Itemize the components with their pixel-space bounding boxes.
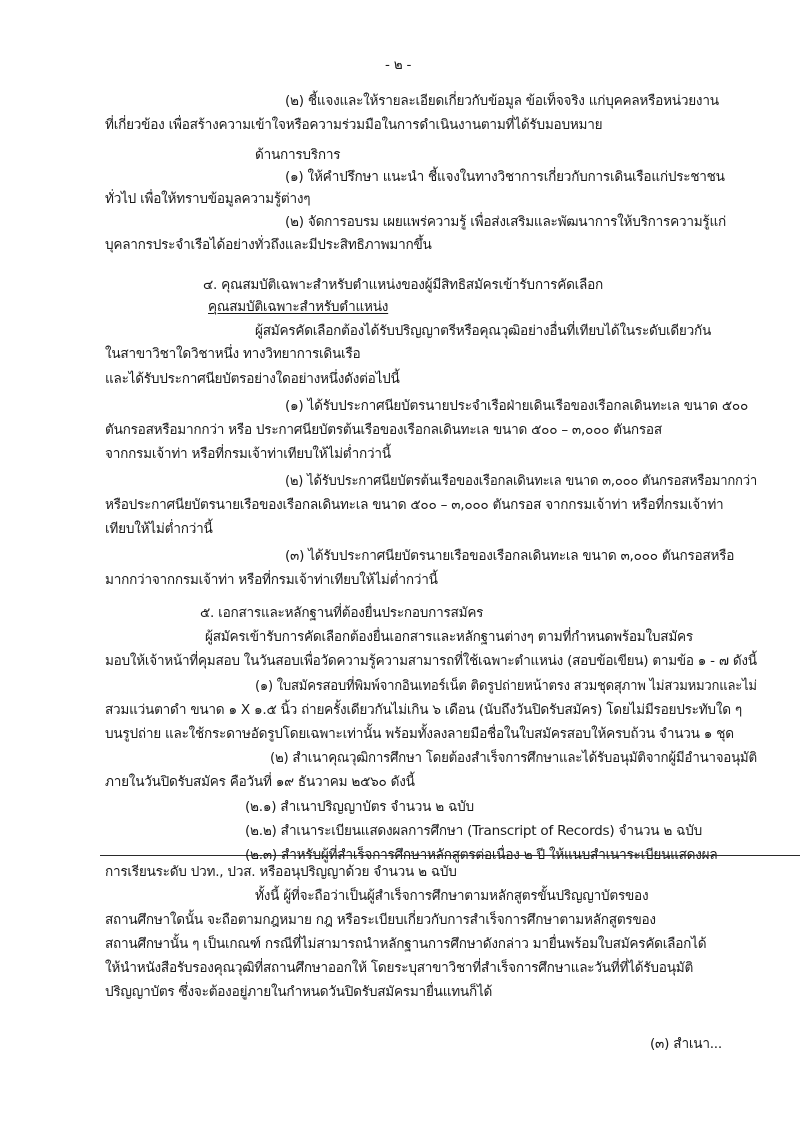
text-line: (๒) จัดการอบรม เผยแพร่ความรู้ เพื่อส่งเสริมและพัฒนาการให้บริการความรู้แก่ [285, 214, 726, 230]
text-line: จากกรมเจ้าท่า หรือที่กรมเจ้าท่าเทียบให้ไม่ต่ำกว่านี้ [105, 446, 391, 462]
text-line: (๒.๑) สำเนาปริญญาบัตร จำนวน ๒ ฉบับ [245, 799, 474, 815]
text-line: ปริญญาบัตร ซึ่งจะต้องอยู่ภายในกำหนดวันปิดรับสมัครมายื่นแทนก็ได้ [105, 984, 493, 1000]
text-line: หรือประกาศนียบัตรนายเรือของเรือกลเดินทะเล ขนาด ๕๐๐ – ๓,๐๐๐ ตันกรอส จากกรมเจ้าท่า หรือที่กรมเจ้าท่า [105, 497, 724, 513]
section-heading: ๕. เอกสารและหลักฐานที่ต้องยื่นประกอบการสมัคร [200, 605, 484, 621]
continuation-marker: (๓) สำเนา... [650, 1036, 722, 1052]
text-line: ทั้งนี้ ผู้ที่จะถือว่าเป็นผู้สำเร็จการศึกษาตามหลักสูตรขั้นปริญญาบัตรของ [255, 888, 649, 904]
text-line: สวมแว่นตาดำ ขนาด ๑ X ๑.๕ นิ้ว ถ่ายครั้งเดียวกันไม่เกิน ๖ เดือน (นับถึงวันปิดรับสมัคร) โดยไม่มีรอยประทับใด ๆ [105, 702, 742, 718]
section-heading: ๔. คุณสมบัติเฉพาะสำหรับตำแหน่งของผู้มีสิทธิสมัครเข้ารับการคัดเลือก [203, 277, 604, 293]
text-line: ตันกรอสหรือมากกว่า หรือ ประกาศนียบัตรต้นเรือของเรือกลเดินทะเล ขนาด ๕๐๐ – ๓,๐๐๐ ตันกรอส [105, 422, 662, 438]
text-line: (๒) สำเนาคุณวุฒิการศึกษา โดยต้องสำเร็จการศึกษาและได้รับอนุมัติจากผู้มีอำนาจอนุมัติ [270, 750, 757, 766]
text-line: (๒.๒) สำเนาระเบียนแสดงผลการศึกษา (Transcript of Records) จำนวน ๒ ฉบับ [245, 823, 702, 839]
text-line: (๒) ชี้แจงและให้รายละเอียดเกี่ยวกับข้อมูล ข้อเท็จจริง แก่บุคคลหรือหน่วยงาน [285, 93, 719, 109]
page-number: - ๒ - [385, 57, 412, 73]
text-line: บนรูปถ่าย และใช้กระดาษอัดรูปโดยเฉพาะเท่านั้น พร้อมทั้งลงลายมือชื่อในใบสมัครสอบให้ครบถ้วน จำนวน ๑ ชุด [105, 726, 734, 742]
text-line: สถานศึกษานั้น ๆ เป็นเกณฑ์ กรณีที่ไม่สามารถนำหลักฐานการศึกษาดังกล่าว มายื่นพร้อมใบสมัครคัดเลือกได้ [105, 936, 707, 952]
divider-line [100, 855, 800, 856]
text-line: เทียบให้ไม่ต่ำกว่านี้ [105, 521, 213, 537]
text-line: (๑) ได้รับประกาศนียบัตรนายประจำเรือฝ่ายเดินเรือของเรือกลเดินทะเล ขนาด ๕๐๐ [285, 398, 749, 414]
text-line: มากกว่าจากกรมเจ้าท่า หรือที่กรมเจ้าท่าเทียบให้ไม่ต่ำกว่านี้ [105, 572, 438, 588]
text-line: (๒) ได้รับประกาศนียบัตรต้นเรือของเรือกลเดินทะเล ขนาด ๓,๐๐๐ ตันกรอสหรือมากกว่า [285, 473, 757, 489]
text-line: (๑) ให้คำปรึกษา แนะนำ ชี้แจงในทางวิชาการเกี่ยวกับการเดินเรือแก่ประชาชน [285, 169, 725, 185]
text-line: ทั่วไป เพื่อให้ทราบข้อมูลความรู้ต่างๆ [105, 191, 311, 207]
section-heading: ด้านการบริการ [255, 147, 341, 163]
text-line: ในสาขาวิชาใดวิชาหนึ่ง ทางวิทยาการเดินเรือ [105, 346, 361, 362]
text-line: ที่เกี่ยวข้อง เพื่อสร้างความเข้าใจหรือความร่วมมือในการดำเนินงานตามที่ได้รับมอบหมาย [105, 117, 603, 133]
text-line: และได้รับประกาศนียบัตรอย่างใดอย่างหนึ่งดังต่อไปนี้ [105, 371, 400, 387]
text-line: มอบให้เจ้าหน้าที่คุมสอบ ในวันสอบเพื่อวัดความรู้ความสามารถที่ใช้เฉพาะตำแหน่ง (สอบข้อเขียน) ตามข้อ ๑ - ๗ ดังนี้ [105, 653, 757, 669]
text-line: บุคลากรประจำเรือได้อย่างทั่วถึงและมีประสิทธิภาพมากขึ้น [105, 237, 432, 253]
text-line: ให้นำหนังสือรับรองคุณวุฒิที่สถานศึกษาออกให้ โดยระบุสาขาวิชาที่สำเร็จการศึกษาและวันที่ที่ได้รับอนุมัติ [105, 960, 694, 976]
text-line: (๒.๓) สำหรับผู้ที่สำเร็จการศึกษาหลักสูตรต่อเนื่อง ๒ ปี ให้แนบสำเนาระเบียนแสดงผล [245, 847, 718, 863]
text-line: ผู้สมัครคัดเลือกต้องได้รับปริญญาตรีหรือคุณวุฒิอย่างอื่นที่เทียบได้ในระดับเดียวกัน [255, 323, 712, 339]
text-line: การเรียนระดับ ปวท., ปวส. หรืออนุปริญญาด้วย จำนวน ๒ ฉบับ [105, 864, 457, 880]
text-line: ผู้สมัครเข้ารับการคัดเลือกต้องยื่นเอกสารและหลักฐานต่างๆ ตามที่กำหนดพร้อมใบสมัคร [205, 629, 693, 645]
text-line: (๑) ใบสมัครสอบที่พิมพ์จากอินเทอร์เน็ต ติดรูปถ่ายหน้าตรง สวมชุดสุภาพ ไม่สวมหมวกและไม่ [255, 678, 757, 694]
text-line: ภายในวันปิดรับสมัคร คือวันที่ ๑๙ ธันวาคม ๒๕๖๐ ดังนี้ [105, 774, 415, 790]
text-line: (๓) ได้รับประกาศนียบัตรนายเรือของเรือกลเดินทะเล ขนาด ๓,๐๐๐ ตันกรอสหรือ [285, 548, 735, 564]
text-line: สถานศึกษาใดนั้น จะถือตามกฎหมาย กฎ หรือระเบียบเกี่ยวกับการสำเร็จการศึกษาตามหลักสูตรของ [105, 912, 656, 928]
subsection-heading: คุณสมบัติเฉพาะสำหรับตำแหน่ง [208, 299, 389, 315]
